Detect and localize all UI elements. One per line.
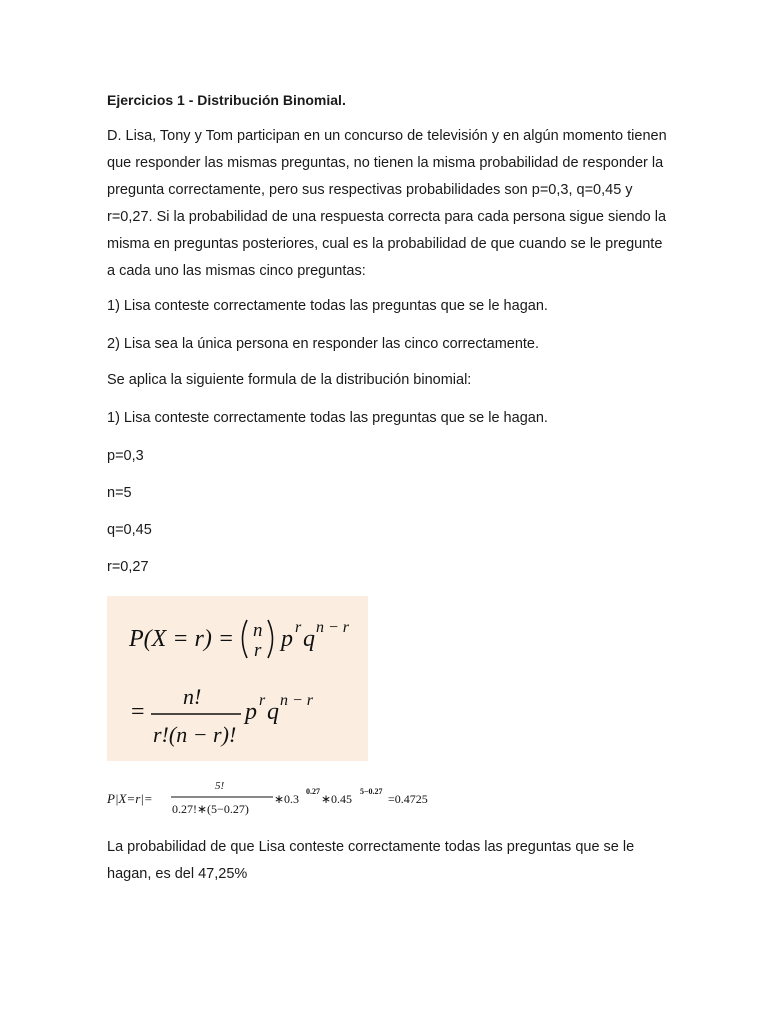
calc-denominator: 0.27!∗(5−0.27) — [172, 802, 249, 816]
formula-q-exp-2: n − r — [280, 692, 314, 709]
binom-bottom: r — [254, 640, 262, 661]
question-1: 1) Lisa conteste correctamente todas las preguntas que se le hagan. — [107, 298, 548, 314]
value-q: q=0,45 — [107, 522, 152, 538]
calculation-equation — [107, 776, 447, 818]
binom-top: n — [253, 620, 263, 641]
formula-p: p — [281, 626, 293, 652]
conclusion: La probabilidad de que Lisa conteste correctamente todas las preguntas que se le hagan, es del 47,25% — [107, 839, 635, 882]
calc-numerator: 5! — [215, 780, 225, 792]
value-r: r=0,27 — [107, 559, 149, 575]
formula-eq2: = — [131, 699, 145, 725]
formula-q-exp: n − r — [316, 619, 350, 636]
calc-result: =0.4725 — [388, 792, 428, 806]
problem-statement: D. Lisa, Tony y Tom participan en un concurso de televisión y en algún momento tienen que responder las mismas preguntas, no tienen la misma probabilidad de responder la pregunta correctamente, pero sus respectivas probabilidades son p=0,3, q=0,45 y r=0,27. Si la probabilidad de una respuesta correcta para cada persona sigue siendo la misma en preguntas posteriores, cual es la probabilidad de que cuando se le pregunte a cada uno las mismas cinco preguntas: — [107, 128, 667, 279]
formula-intro: Se aplica la siguiente formula de la distribución binomial: — [107, 372, 472, 388]
formula-q-2: q — [267, 699, 279, 725]
formula-p-2: p — [245, 699, 257, 725]
frac-num: n! — [183, 684, 202, 709]
formula-lhs: P(X = r) = — [129, 626, 235, 652]
value-p: p=0,3 — [107, 448, 144, 464]
page-title: Ejercicios 1 - Distribución Binomial. — [107, 92, 346, 108]
calc-term2-exp: 5−0.27 — [360, 787, 383, 796]
calc-lhs: P|X=r|= — [107, 791, 153, 806]
calc-term1: ∗0.3 — [274, 792, 300, 806]
formula-q: q — [303, 626, 315, 652]
formula-p-exp: r — [295, 619, 302, 636]
value-n: n=5 — [107, 485, 132, 501]
calc-term1-exp: 0.27 — [306, 787, 320, 796]
question-2: 2) Lisa sea la única persona en responder las cinco correctamente. — [107, 336, 540, 352]
calc-term2: ∗0.45 — [321, 792, 353, 806]
binomial-formula-image — [107, 596, 368, 761]
frac-den: r!(n − r)! — [153, 722, 237, 747]
question-1-repeat: 1) Lisa conteste correctamente todas las preguntas que se le hagan. — [107, 410, 548, 426]
formula-p-exp-2: r — [259, 692, 266, 709]
